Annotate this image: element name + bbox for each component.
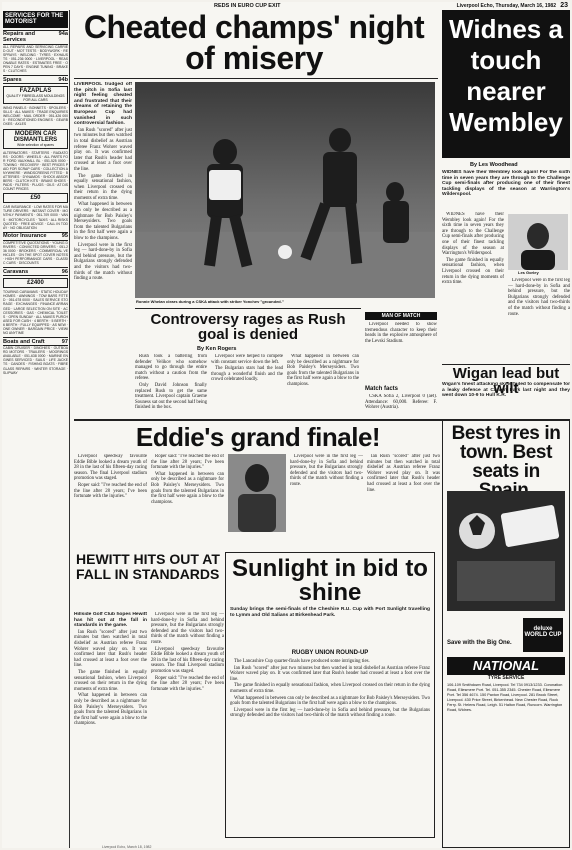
divider — [74, 78, 438, 79]
portrait-illustration — [508, 214, 568, 270]
advert-slogan: Save with the Big One. — [447, 640, 512, 646]
hewitt-story-col1: Hillside Golf Club hopes Hewitt has hit out at the fall in standards in the game. Ian Rush "scored" after just two minutes but then watched in total disbelief as Austrian referee Franz Wohrer waved play on. It was confirmed later that Rush's header had crossed at least a foot over the line. The game finished in equally sensational fashion, when Liverpool crossed on their return in the dying moments of extra time. What happened in between can only be described as a nightmare for Bob Paisley's Merseysiders. Two goals from the talented Bulgarians in the first half were again a blow to the champions. — [74, 612, 147, 727]
wigan-headline: Wigan lead but wilt — [452, 365, 560, 397]
rush-headline: Controversy rages as Rush goal is denied — [150, 311, 346, 343]
classified-text: COMPETITIVE QUOTATIONS · YOUNG DRIVERS · CONVICTED DRIVERS · 051-236 0000 · BROKERS · COMMERCIAL VEHICLES · ON THE SPOT COVER NOTES · HIGH PERFORMANCE CARS · CLASSIC CARS · DISCOUNTS — [3, 240, 68, 266]
publication-date: Liverpool Echo, Thursday, March 16, 1982 — [456, 3, 556, 9]
sunlight-intro: Sunday brings the semi-finals of the Cheshire R.U. Cup with Port Sunlight travelling to Lymm and Old Salians at Birkenhead Park. — [230, 607, 430, 618]
national-logo: NATIONAL — [447, 657, 565, 675]
tyre-service-label: TYRE SERVICE — [487, 675, 525, 681]
classified-header: SERVICES FOR THE MOTORIST — [3, 11, 68, 28]
world-cup-logo: deluxe WORLD CUP — [523, 618, 563, 652]
motm-text: Liverpool needed to show tremendous character to keep their heads in the explosive atmosphere of the Levski Stadium. — [365, 322, 437, 344]
match-photo-illustration — [135, 82, 435, 298]
advert-slogan-area — [447, 614, 565, 654]
rugby-round-up-heading: RUGBY UNION ROUND-UP — [291, 650, 369, 656]
hewitt-headline: HEWITT HITS OUT AT FALL IN STANDARDS — [74, 550, 224, 608]
advert-headline: Best tyres in town. Best seats in — [451, 423, 561, 482]
classified-text: TOURING CARAVANS · STATIC HOLIDAY HOMES · AWNINGS · TOW BARS FITTED · 051-678 0000 · SALES SERVICE STORAGE · EXCHANGES · FINANCE ARRANGED · LARGE SELECTION ON SITE · ACCESSORIES · GAS · CHEMICAL TOILETS · OPEN SUNDAY · ALL MAKES PURCHASED FOR CASH · 4 BERTH · 5 BERTH · 6 BERTH · FULLY EQUIPPED · AS NEW · ONE OWNER · BARGAIN PRICE · VIEWING ANYTIME — [3, 290, 68, 336]
classified-text: WING PANELS · BONNETS · SPOILERS · SILLS · ALL MAKES · TRADE ENQUIRIES WELCOME · MAIL ORDER · 051-426 0000 · RECONDITIONED ENGINES · GEARBOXES · AXLES — [3, 106, 68, 127]
match-photo — [135, 82, 435, 298]
sunlight-story — [225, 552, 435, 838]
widnes-byline: By Les Woodhead — [470, 162, 518, 168]
footer: Liverpool Echo, March 18, 1982 — [102, 845, 152, 849]
man-of-match-label: MAN OF MATCH — [365, 312, 437, 320]
widnes-headline-box: Widnes a touch nearer Wembley — [442, 10, 570, 158]
classified-text: ALL REPAIRS AND SERVICING CARRIED OUT · MOT TESTS · BODYWORK · RESPRAYS · WELDING · TYRES · EXHAUSTS · 051-236 0000 · LIVERPOOL · REASONABLE RATES · ESTIMATES FREE · OPEN 7 DAYS · ENGINE TUNING · BRAKES · CLUTCHES — [3, 44, 68, 74]
rush-byline: By Ken Rogers — [197, 346, 237, 352]
wigan-text: Wigan's finest attacking skills failed to compensate for a leaky defence at Craven Park last night and they went down 10-9 to Hull K.R. — [442, 382, 570, 399]
lead-story-text: LIVERPOOL trudged off the pitch in Sofia last night feeling cheated and frustrated that their dreams of retaining the European Cup had vanished in such controversial fashion. Ian Rush "scored" after just two minutes but then watched in total disbelief as Austrian referee Franz Wohrer waved play on. It was confirmed later that Rush's header had crossed at least a foot over the line. The game finished in equally sensational fashion, when Liverpool crossed on their return in the dying moments of extra time. What happened in between can only be described as a nightmare for Bob Paisley's Merseysiders. Two goals from the talented Bulgarians in the first half were again a blow to the champions. Liverpool were in the first leg — hard-done-by in Sofia and behind pressure, but the Bulgarians strongly defended and the visitors had two-thirds of the match without finding a route. — [74, 82, 132, 282]
newspaper-page — [2, 2, 570, 848]
les-gorley-photo — [508, 214, 568, 270]
classified-section: Spares 94b — [3, 76, 68, 83]
classified-section: Caravans 96 — [3, 268, 68, 275]
widnes-story-col1: WIDNES have their Wembley look again! For the sixth time in seven years they are through to the Challenge Cup semi-finals after producing one of their finest tackling displays of the season at Warrington's Wilderspool. The game finished in equally sensational fashion, when Liverpool crossed on their return in the dying moments of extra time. — [442, 212, 504, 286]
match-facts-text: CSKA Sofia 2, Liverpool 0 (aet). Attendance: 60,000. Referee: F. Wohrer (Austria). — [365, 394, 437, 411]
classified-column — [2, 10, 70, 848]
divider — [135, 308, 361, 309]
match-facts-title: Match facts — [365, 386, 399, 392]
page-number: 23 — [560, 2, 568, 9]
branch-addresses: 106-109 Smithdown Road, Liverpool. Tel 734 0913/1233. Coronation Road, Ellesmere Port. Tel. 051-355 2345. Chester Road, Ellesmere Port. Tel 356 4674. 150 Paxton Road, Liverpool. 281 Brook Street, Liverpool. 430 Price Street, Birkenhead. New Chester Road, Rock Ferry. St. Helens Road, Leigh. 51 Halton Road, Runcorn. Warrington Road, Widnes. — [447, 683, 563, 713]
photo-caption: Ronnie Whelan clears during a CSKA attack with striker Yonchev "grounded." — [136, 299, 284, 304]
classified-text: ALTERNATORS · STARTERS · RADIATORS · DOORS · WHEELS · ALL PARTS FOR FORD VAUXHALL BL · 051-525 0000 · TOWING · RECOVERY · BEST PRICES PAID FOR SCRAP CARS · COLLECTION ANYWHERE · WINDSCREENS FITTED · BATTERIES · DYNAMOS · SHOCK ABSORBERS · CLUTCH KITS · BRAKE SHOES · PADS · FILTERS · PLUGS · OILS · AT DISCOUNT PRICES — [3, 150, 68, 192]
classified-text: CABIN CRUISER · DINGHIES · OUTBOARD MOTORS · TRAILERS · MOORINGS AVAILABLE · 051-638 0000 · MARINE ENGINES SERVICED · SAILS · LIFE JACKETS · CANOES · FISHING BOATS · FIBREGLASS REPAIRS · WINTER STORAGE · SLIPWAY — [3, 346, 68, 375]
sunlight-headline: Sunlight in bid to shine — [232, 555, 428, 606]
rush-story-col2: Liverpool were helped to compete with constant service down the left. The Bulgarian stars had the lead through a wonderful finish and the crowd celebrated loudly. — [211, 354, 283, 383]
classified-section: Boats and Craft 97 — [3, 338, 68, 345]
widnes-intro: WIDNES have their Wembley look again! For the sixth time in seven years they are through to the Challenge Cup semi-finals after producing one of their finest tackling displays of the season at Warrington's Wilderspool. — [442, 170, 570, 198]
classified-ad-box: MODERN CAR DISMANTLERS Wide selection of spares — [3, 129, 68, 149]
rider-illustration — [228, 454, 286, 532]
les-gorley-caption: Les Gorley — [518, 270, 539, 275]
eddie-story-col4: Ian Rush "scored" after just two minutes but then watched in total disbelief as Austrian referee Franz Wohrer waved play on. It was confirmed later that Rush's header had crossed at least a foot over the line. — [367, 454, 440, 493]
classified-price-box: £50 — [3, 193, 68, 203]
lead-headline: Cheated champs' night of misery — [83, 9, 425, 76]
rugby-round-up-text: The Lancashire Cup quarter-finals have produced some intriguing ties. Ian Rush "scored" after just two minutes but then watched in total disbelief as Austrian referee Franz Wohrer waved play on. It was confirmed later that Rush's header had crossed at least a foot over the line. The game finished in equally sensational fashion, when Liverpool crossed on their return in the dying moments of extra time. What happened in between can only be described as a nightmare for Bob Paisley's Merseysiders. Two goals from the talented Bulgarians in the first half were again a blow to the champions. Liverpool were in the first leg — hard-done-by in Sofia and behind pressure, but the Bulgarians strongly defended and the visitors had two-thirds of the match without finding a route. — [230, 659, 430, 719]
rush-story-col3: What happened in between can only be described as a nightmare for Bob Paisley's Merseysiders. Two goals from the talented Bulgarians in the first half were again a blow to the champions. — [287, 354, 359, 387]
eddie-story-col2: Roper said: "I've reached the end of the line after 28 years; I've been fortunate with the injuries." What happened in between can only be described as a nightmare for Bob Paisley's Merseysiders. Two goals from the talented Bulgarians in the first half were again a blow to the champions. — [151, 454, 224, 505]
classified-section: Motor Insurance 95 — [3, 233, 68, 240]
eddie-story-col3: Liverpool were in the first leg — hard-done-by in Sofia and behind pressure, but the Bulgarians strongly defended and the visitors had two-thirds of the match without finding a route. — [290, 454, 363, 487]
classified-ad-box: FAZAPLAS QUALITY FIBREGLASS MOULDINGS FOR ALL CARS — [3, 86, 68, 104]
eddie-story-col1: Liverpool speedway favourite Eddie Bible looked a dream youth of 28 in the last of his fifteen-day racing season. The final Liverpool stadium promotion was staged. Roper said: "I've reached the end of the line after 28 years; I've been fortunate with the injuries." — [74, 454, 147, 500]
kicker: REDS IN EURO CUP EXIT — [214, 3, 281, 9]
classified-text: CAR INSURANCE · LOW RATES FOR MATURE DRIVERS · INSTANT COVER · MONTHLY PAYMENTS · 051-709 0000 · VANS · MOTORCYCLES · TAXIS · ALL RISKS QUOTED · FREE ADVICE · CALL IN TODAY · NO OBLIGATION — [3, 205, 68, 230]
hewitt-story-col2: Liverpool were in the first leg — hard-done-by in Sofia and behind pressure, but the Bulgarians strongly defended and the visitors had two-thirds of the match without finding a route. Liverpool speedway favourite Eddie Bible looked a dream youth of 28 in the last of his fifteen-day racing season. The final Liverpool stadium promotion was staged. Roper said: "I've reached the end of the line after 28 years; I've been fortunate with the injuries." — [151, 612, 224, 692]
eddie-headline: Eddie's grand finale! — [135, 422, 381, 452]
classified-price-box: £2400 — [3, 278, 68, 288]
advert-illustration — [447, 491, 565, 611]
rush-story-col1: Rush took a battering from defender Velikov who somehow managed to go through the entire match without a caution from the referee. Only David Johnson finally replaced Rush to get the same treatment. Liverpool captain Graeme Souness sat out the second half being finished in the box. — [135, 354, 207, 411]
classified-section: Repairs and Services 94a — [3, 31, 68, 44]
widnes-story-col2: Liverpool were in the first leg — hard-done-by in Sofia and behind pressure, but the Bulgarians strongly defended and the visitors had two-thirds of the match without finding a route. — [508, 278, 570, 317]
football-ticket-illustration — [447, 491, 565, 611]
eddie-photo — [228, 454, 286, 532]
tyre-advert — [442, 420, 570, 848]
